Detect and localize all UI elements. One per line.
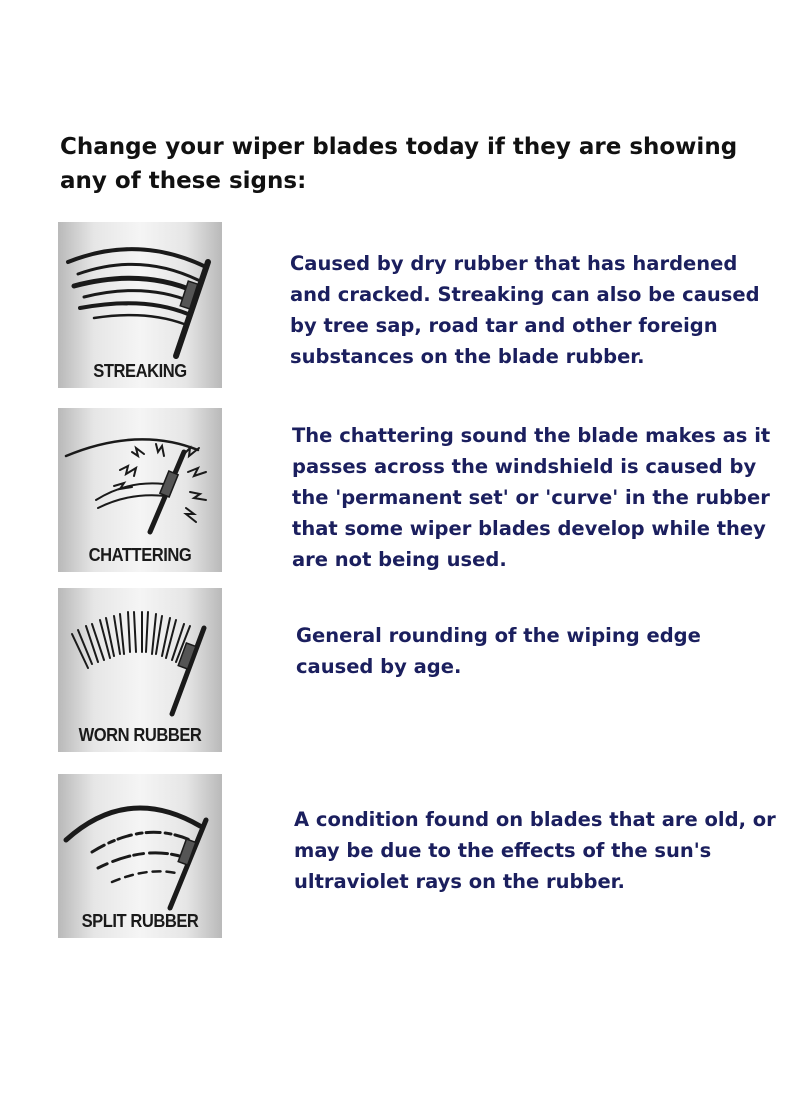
tile-label: WORN RUBBER (78, 725, 202, 745)
split-rubber-description: A condition found on blades that are old, or may be due to the effects of the sun's ultraviolet rays on the rubber. (294, 808, 776, 893)
streaking-description: Caused by dry rubber that has hardened and cracked. Streaking can also be caused by tree sap, road tar and other foreign substances on the blade rubber. (290, 252, 760, 368)
worn-rubber-icon (58, 588, 222, 728)
split-rubber-icon (58, 774, 222, 914)
chattering-tile (58, 408, 222, 572)
streaking-tile (58, 222, 222, 388)
page-heading: Change your wiper blades today if they are showing any of these signs: (60, 134, 738, 194)
tile-label: CHATTERING (88, 545, 192, 565)
worn-rubber-description: General rounding of the wiping edge caused by age. (296, 624, 701, 678)
split-rubber-tile (58, 774, 222, 938)
chattering-description: The chattering sound the blade makes as it passes across the windshield is caused by the 'permanent set' or 'curve' in the rubber that some wiper blades develop while they are not being used. (292, 424, 771, 571)
streaking-icon (58, 222, 222, 362)
tile-label: STREAKING (93, 361, 187, 381)
worn-rubber-tile (58, 588, 222, 752)
tile-label: SPLIT RUBBER (81, 911, 199, 931)
chattering-icon (58, 408, 222, 548)
